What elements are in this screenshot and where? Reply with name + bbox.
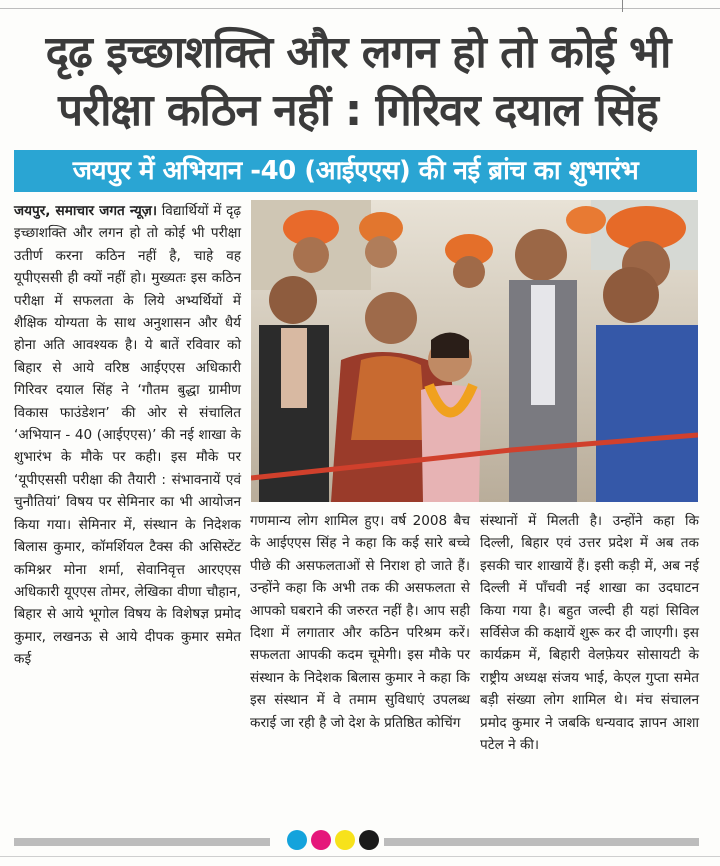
article-column-middle [250,510,470,734]
ribbon-cutting-photo [251,200,698,502]
top-rule [0,8,720,9]
cyan-dot [287,830,307,850]
subheadline: जयपुर में अभियान -40 (आईएएस) की नई ब्रांच का शुभारंभ [14,150,697,192]
headline-line-2: परीक्षा कठिन नहीं : गिरिवर दयाल सिंह [58,85,658,136]
headline [8,24,708,140]
article-column-right [480,510,699,756]
top-tick [622,0,623,12]
article-column-left [14,200,241,671]
bottom-bar-right [384,838,699,846]
black-dot [359,830,379,850]
cmyk-registration-dots [287,830,379,850]
magenta-dot [311,830,331,850]
headline-line-1: दृढ़ इच्छाशक्ति और लगन हो तो कोई भी [45,27,671,78]
bottom-rule [0,856,720,857]
right-column-text: संस्थानों में मिलती है। उन्होंने कहा कि दिल्ली, बिहार एवं उत्तर प्रदेश में अब तक इसकी चार शाखायें हैं। इसी कड़ी में, अब नई दिल्ली में पाँचवी नई शाखा का उदघाटन किया गया है। बहुत जल्दी ही यहां सिविल सर्विसेज की कक्षायें शुरू कर दी जाएगी। इस कार्यक्रम में, बिहारी वेलफ़ेयर सोसायटी के राष्ट्रीय अध्यक्ष संजय भाई, केएल गुप्ता समेत बड़ी संख्या लोग शामिल थे। मंच संचालन प्रमोद कुमार ने जबकि धन्यवाद ज्ञापन आशा पटेल ने की। [480,513,699,754]
dateline: जयपुर, समाचार जगत न्यूज़। [14,203,158,219]
left-column-text: विद्यार्थियों में दृढ़ इच्छाशक्ति और लगन हो तो कोई भी परीक्षा उतीर्ण करना कठिन नहीं है, चाहे वह यूपीएससी ही क्यों नहीं हो। मुख्यतः इस कठिन परीक्षा में सफलता के लिये अभ्यर्थियों में शैक्षिक योग्यता के साथ अनुशासन और धैर्य होना अति आवश्यक है। ये बातें रविवार को बिहार से आये वरिष्ठ आईएएस अधिकारी गिरिवर दयाल सिंह ने ‘गौतम बुद्धा ग्रामीण विकास फाउंडेशन’ की ओर से संचालित ‘अभियान - 40 (आईएएस)’ की नई शाखा के शुभारंभ के मौके पर कही। इस मौके पर ‘यूपीएससी परीक्षा की तैयारी : संभावनायें एवं चुनौतियां’ विषय पर सेमिनार का भी आयोजन किया गया। सेमिनार में, संस्थान के निदेशक बिलास कुमार, कॉमर्शियल टैक्स की असिस्टेंट कमिश्नर मोना शर्मा, सेवानिवृत्त आरएएस अधिकारी यूएएस तोमर, लेखिका वीणा चौहान, बिहार से आये भूगोल विषय के विशेषज्ञ प्रमोद कुमार, लखनऊ से आये दीपक कुमार समेत कई [14,203,241,668]
yellow-dot [335,830,355,850]
bottom-bar-left [14,838,270,846]
middle-column-text: गणमान्य लोग शामिल हुए। वर्ष 2008 बैच के आईएएस सिंह ने कहा कि कई सारे बच्चे पीछे की असफलताओं से निराश हो जाते हैं। उन्होंने कहा कि अभी तक की असफलता से आपको घबराने की जरुरत नहीं है। आप सही दिशा में लगातार और कठिन परिश्रम करें। सफलता आपकी कदम चूमेगी। इस मौके पर संस्थान के निदेशक बिलास कुमार ने कहा कि इस संस्थान में वे तमाम सुविधाएं उपलब्ध कराई जा रही है जो देश के प्रतिष्ठित कोचिंग [250,513,470,731]
